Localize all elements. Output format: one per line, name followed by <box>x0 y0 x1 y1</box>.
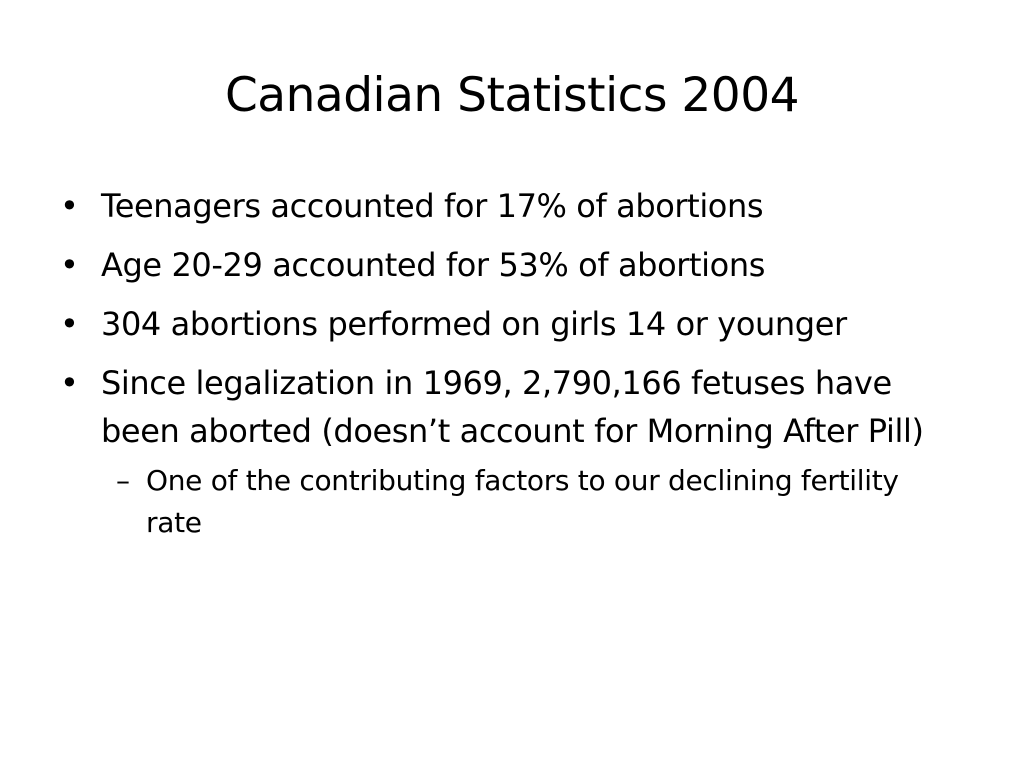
bullet-dot-icon: • <box>60 246 79 284</box>
sub-bullet-list <box>56 460 956 544</box>
bullet-item <box>56 359 956 455</box>
bullet-item <box>56 241 956 289</box>
bullet-dot-icon: • <box>60 187 79 225</box>
bullet-text: Since legalization in 1969, 2,790,166 fetuses have been aborted (doesn’t account for Morning After Pill) <box>101 364 924 450</box>
bullet-list <box>56 182 956 544</box>
dash-icon: – <box>116 464 130 497</box>
bullet-text: Age 20-29 accounted for 53% of abortions <box>101 246 765 284</box>
bullet-text: 304 abortions performed on girls 14 or younger <box>101 305 847 343</box>
sub-bullet-item <box>56 460 956 544</box>
bullet-text: Teenagers accounted for 17% of abortions <box>101 187 764 225</box>
slide-title: Canadian Statistics 2004 <box>224 68 800 123</box>
bullet-item <box>56 300 956 348</box>
bullet-dot-icon: • <box>60 305 79 343</box>
sub-bullet-text: One of the contributing factors to our declining fertility rate <box>146 464 899 539</box>
bullet-item <box>56 182 956 230</box>
bullet-dot-icon: • <box>60 364 79 402</box>
